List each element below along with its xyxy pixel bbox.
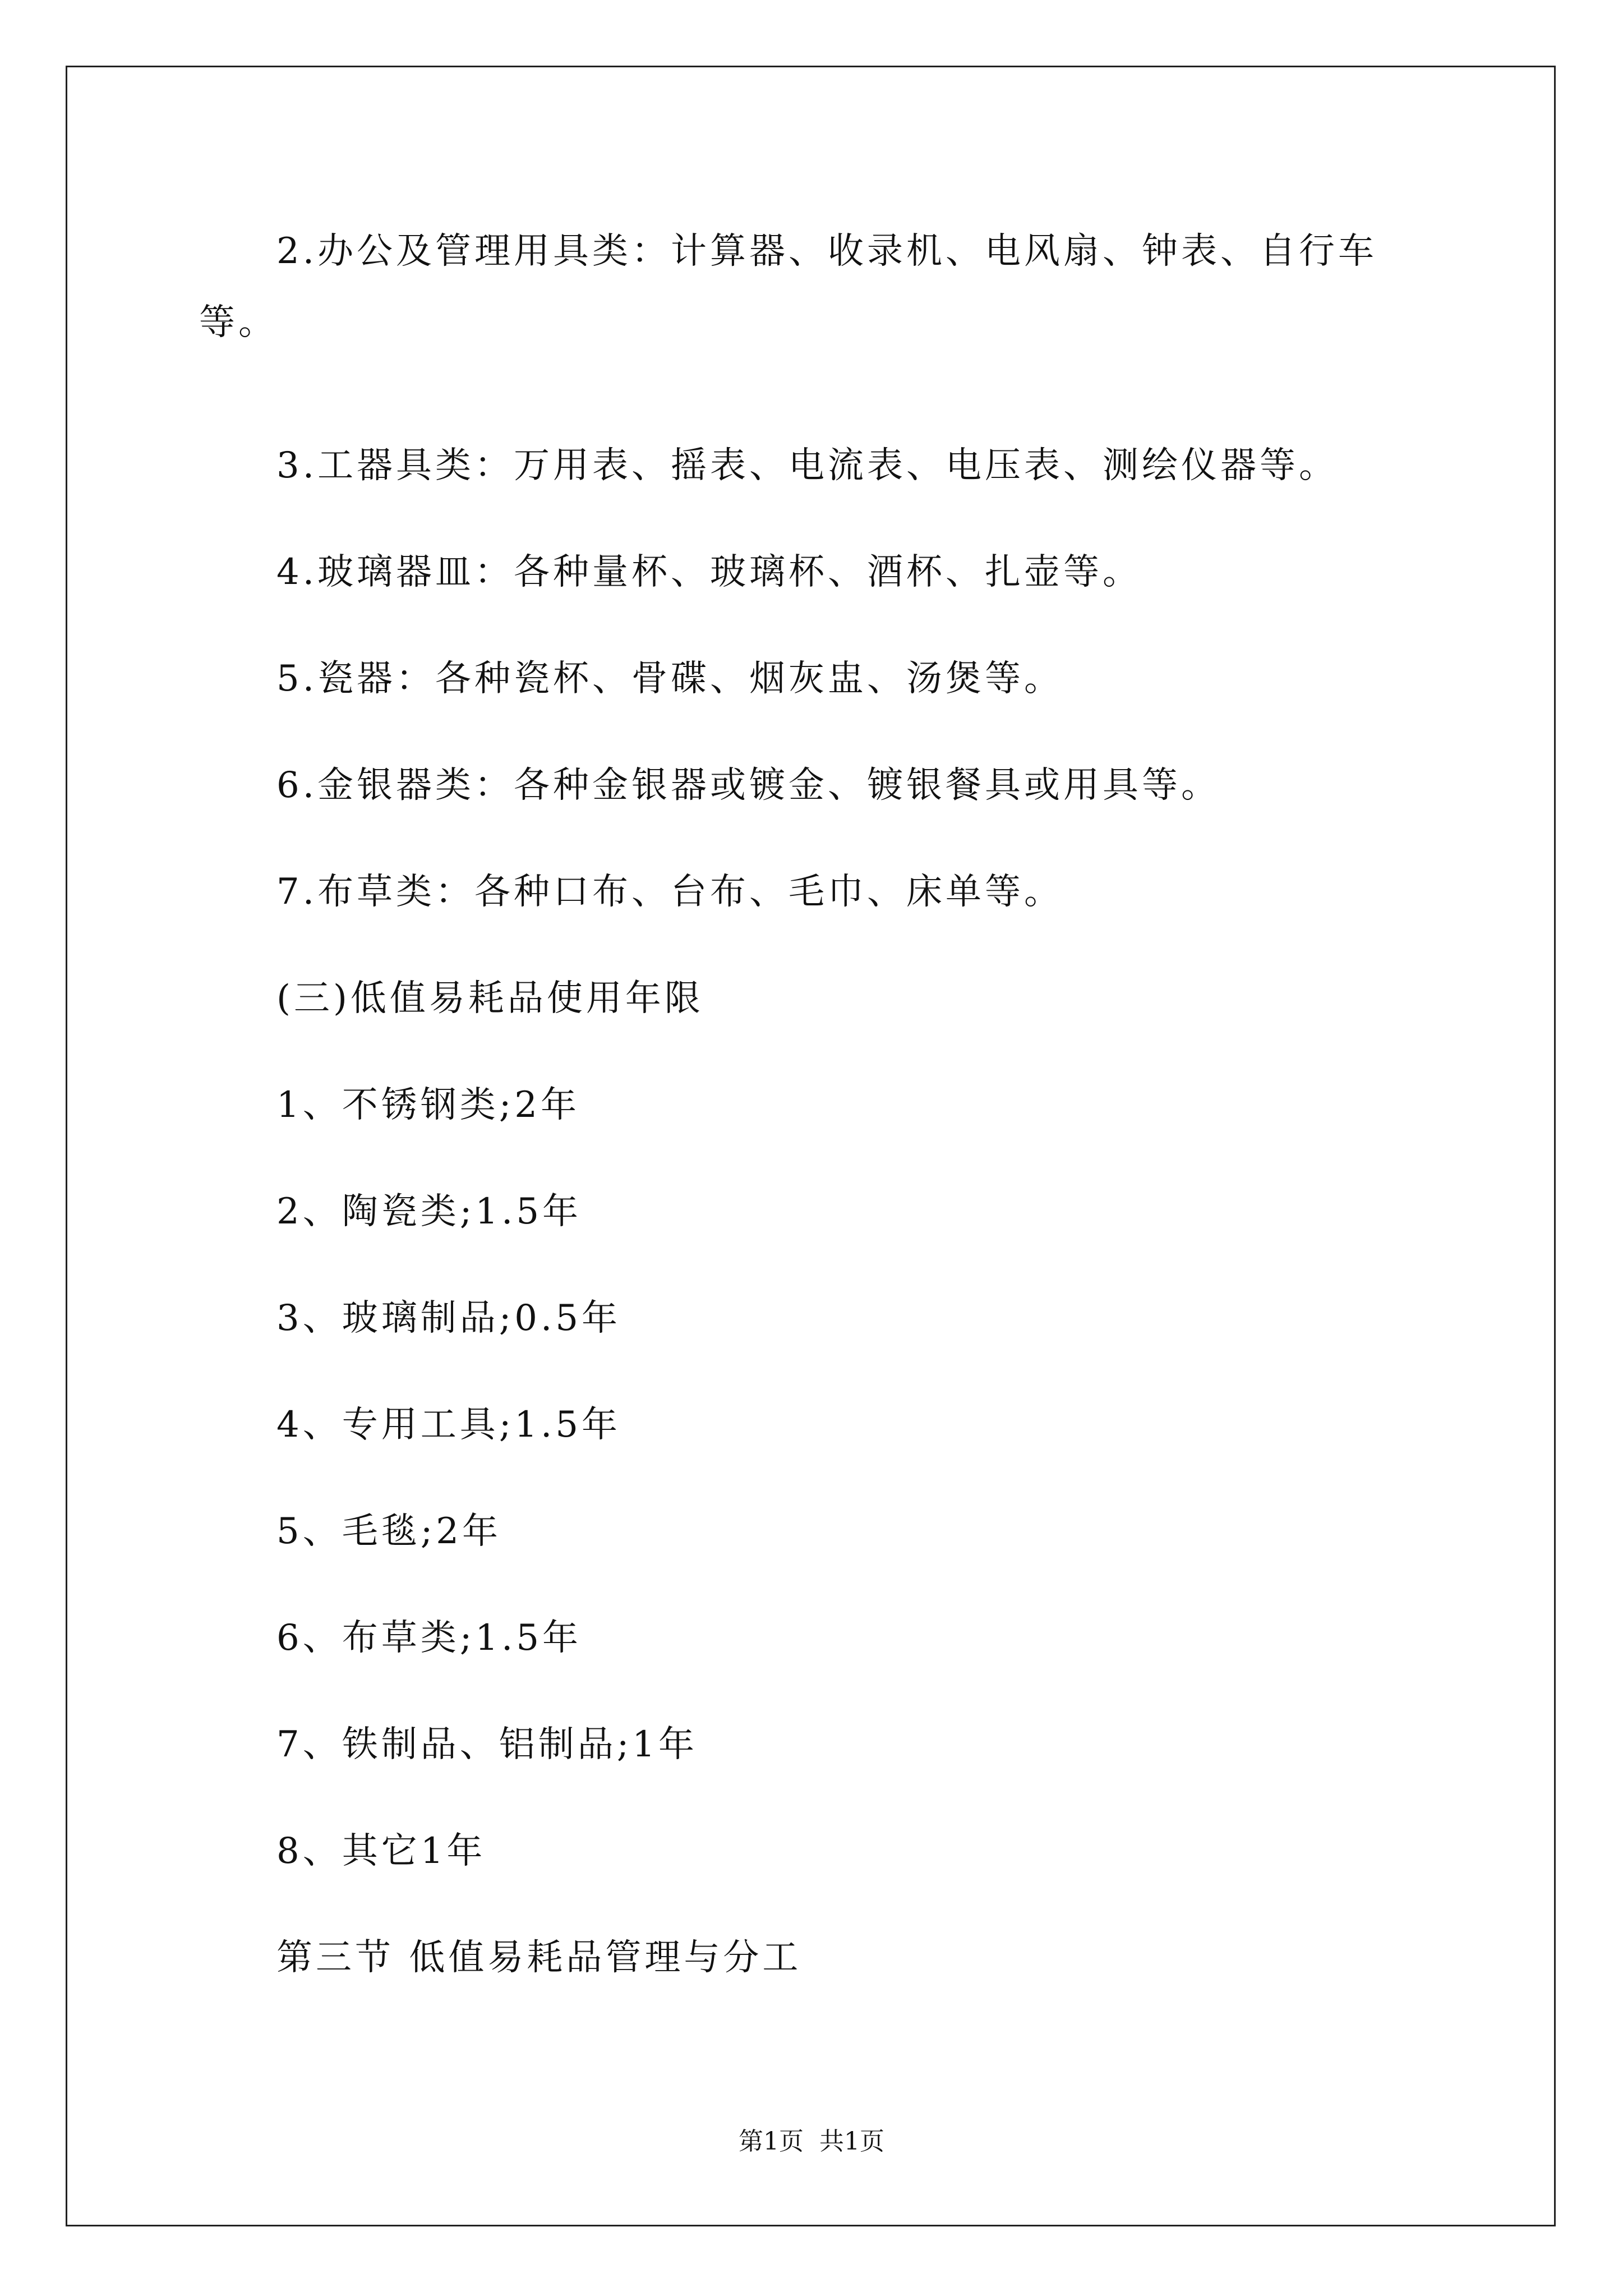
paragraph-line: 5.瓷器：各种瓷杯、骨碟、烟灰盅、汤煲等。 <box>276 658 1064 700</box>
list-item: 4、专用工具;1.5年 <box>276 1404 621 1446</box>
paragraph-line: 7.布草类：各种口布、台布、毛巾、床单等。 <box>276 871 1064 913</box>
paragraph-line: 4.玻璃器皿：各种量杯、玻璃杯、酒杯、扎壶等。 <box>276 551 1142 593</box>
page-footer: 第1页 共1页 <box>739 2127 884 2156</box>
paragraph-line: 6.金银器类：各种金银器或镀金、镀银餐具或用具等。 <box>276 765 1221 806</box>
paragraph-line: 等。 <box>199 302 278 343</box>
list-item: 6、布草类;1.5年 <box>276 1617 582 1659</box>
list-item: 8、其它1年 <box>276 1830 486 1872</box>
section-title: 第三节 低值易耗品管理与分工 <box>276 1937 802 1978</box>
list-item: 1、不锈钢类;2年 <box>276 1084 580 1126</box>
list-item: 7、铁制品、铝制品;1年 <box>276 1724 698 1765</box>
paragraph-line: 2.办公及管理用具类：计算器、收录机、电风扇、钟表、自行车 <box>276 231 1378 272</box>
paragraph-line: 3.工器具类：万用表、摇表、电流表、电压表、测绘仪器等。 <box>276 445 1339 486</box>
section-heading: (三)低值易耗品使用年限 <box>276 978 704 1019</box>
list-item: 3、玻璃制品;0.5年 <box>276 1297 621 1339</box>
list-item: 2、陶瓷类;1.5年 <box>276 1191 582 1232</box>
page-border <box>66 66 1556 2226</box>
list-item: 5、毛毯;2年 <box>276 1511 501 1552</box>
